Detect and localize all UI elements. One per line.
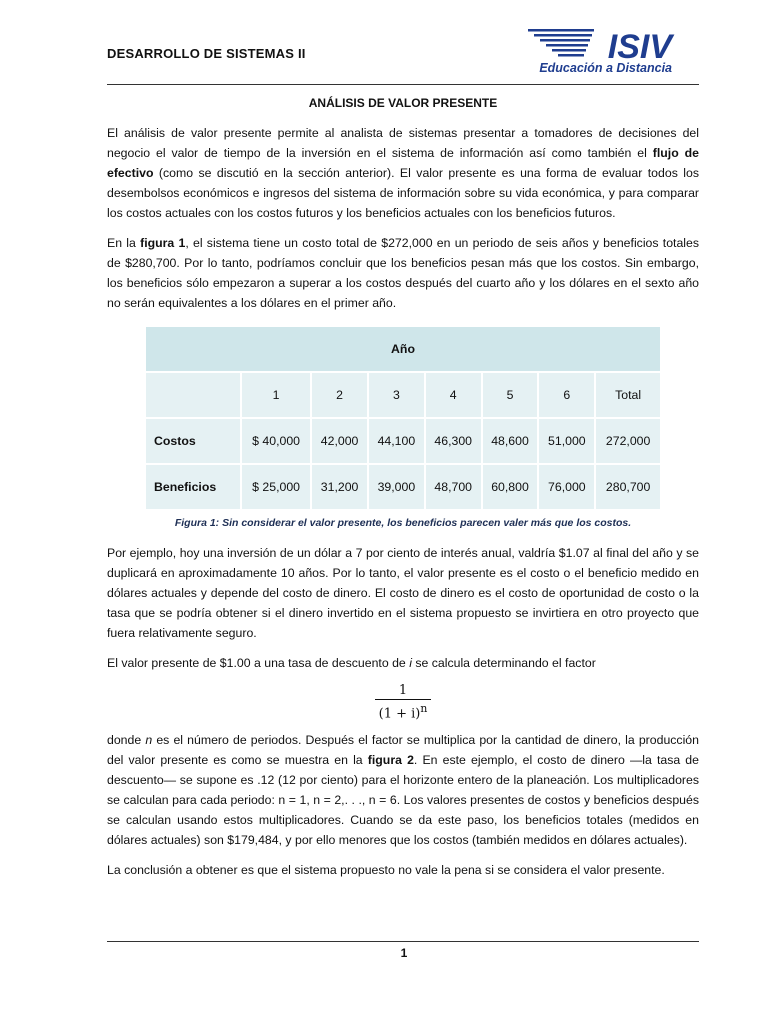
table-row-benefits <box>145 464 661 510</box>
table-cell: $ 25,000 <box>241 464 311 510</box>
table-cell <box>145 372 241 418</box>
paragraph-figure-2: donde n es el número de periodos. Después el factor se multiplica por la cantidad de dinero, la producción del valor presente es como se muestra en la figura 2. En este ejemplo, el costo de dinero —la tasa de descuento— se supone es .12 (12 por ciento) para el horizonte entero de la planeación. Los multiplicadores se calculan para cada periodo: n = 1, n = 2,. . ., n = 6. Los valores presentes de costos y beneficios después se calculan usando estos multiplicadores. Cuando se da este paso, los beneficios totales (medidos en dólares actuales) son $179,484, y por ello menores que los costos (también medidos en dólares actuales). <box>107 733 699 848</box>
fraction <box>375 683 432 722</box>
logo-tagline: Educación a Distancia <box>539 61 672 75</box>
table-cell: 31,200 <box>311 464 368 510</box>
paragraph-intro: El análisis de valor presente permite al analista de sistemas presentar a tomadores de decisiones del negocio el valor de tiempo de la inversión en el sistema de información así como también el flujo de efectivo (como se discutió en la sección anterior). El valor presente es una forma de evaluar todos los desembolsos económicos e ingresos del sistema de información sobre su vida económica, y para comparar los costos actuales con los costos futuros y los beneficios actuales con los beneficios futuros. <box>107 126 699 220</box>
table-cell: 4 <box>425 372 482 418</box>
row-label: Beneficios <box>145 464 241 510</box>
paragraph-present-value-factor: El valor presente de $1.00 a una tasa de descuento de i se calcula determinando el factor <box>107 656 596 670</box>
table-cell: 280,700 <box>595 464 661 510</box>
header-divider <box>107 84 699 85</box>
footer-divider <box>107 941 699 942</box>
formula-exponent: n <box>420 702 428 715</box>
table-cell: 39,000 <box>368 464 425 510</box>
table-cell: 48,700 <box>425 464 482 510</box>
table-cell: 6 <box>538 372 595 418</box>
table-cell: 76,000 <box>538 464 595 510</box>
logo-brand: ISIV <box>607 28 672 66</box>
cost-benefit-table <box>144 325 662 511</box>
paragraph-example: Por ejemplo, hoy una inversión de un dólar a 7 por ciento de interés anual, valdría $1.07 al final del año y se duplicará en aproximadamente 10 años. Por lo tanto, el valor presente es el costo o el beneficio medido en dólares actuales y depende del costo de dinero. El costo de dinero es el costo de oportunidad de costo o la tasa que se podría obtener si el dinero invertido en el sistema propuesto se invirtiera en otro proyecto que fuera relativamente seguro. <box>107 546 699 640</box>
table-cell: 3 <box>368 372 425 418</box>
table-cell: 44,100 <box>368 418 425 464</box>
figure-1-caption: Figura 1: Sin considerar el valor presente, los beneficios parecen valer más que los costos. <box>174 517 632 529</box>
document-title: ANÁLISIS DE VALOR PRESENTE <box>308 96 498 110</box>
table-header-year: Año <box>145 326 661 372</box>
course-title: DESARROLLO DE SISTEMAS II <box>107 46 306 61</box>
paragraph-conclusion: La conclusión a obtener es que el sistema propuesto no vale la pena si se considera el valor presente. <box>107 863 665 878</box>
table-years-row <box>145 372 661 418</box>
table-row-costs <box>145 418 661 464</box>
table-cell: 46,300 <box>425 418 482 464</box>
table-cell: $ 40,000 <box>241 418 311 464</box>
paragraph-figure-1: En la figura 1, el sistema tiene un costo total de $272,000 en un periodo de seis años y beneficios totales de $280,700. Por lo tanto, podríamos concluir que los beneficios pesan más que los costos. Sin embargo, los beneficios sólo empezaron a superar a los costos después del cuarto año y los dólares en el sexto año no serán equivalentes a los dólares en el primer año. <box>107 236 700 310</box>
table-cell: 42,000 <box>311 418 368 464</box>
logo-speed-lines <box>528 29 594 57</box>
document-body <box>107 93 699 890</box>
formula-numerator: 1 <box>398 683 408 698</box>
isiv-logo <box>526 26 676 76</box>
discount-factor-formula <box>107 683 699 722</box>
table-header-row <box>145 326 661 372</box>
table-cell: 5 <box>482 372 539 418</box>
formula-denominator: $(1 + i)^n$ <box>375 699 432 722</box>
table-cell: 272,000 <box>595 418 661 464</box>
table-cell: 51,000 <box>538 418 595 464</box>
table-cell: 1 <box>241 372 311 418</box>
table-cell: Total <box>595 372 661 418</box>
row-label: Costos <box>145 418 241 464</box>
table-cell: 2 <box>311 372 368 418</box>
table-cell: 48,600 <box>482 418 539 464</box>
page-number: 1 <box>400 946 408 960</box>
table-cell: 60,800 <box>482 464 539 510</box>
